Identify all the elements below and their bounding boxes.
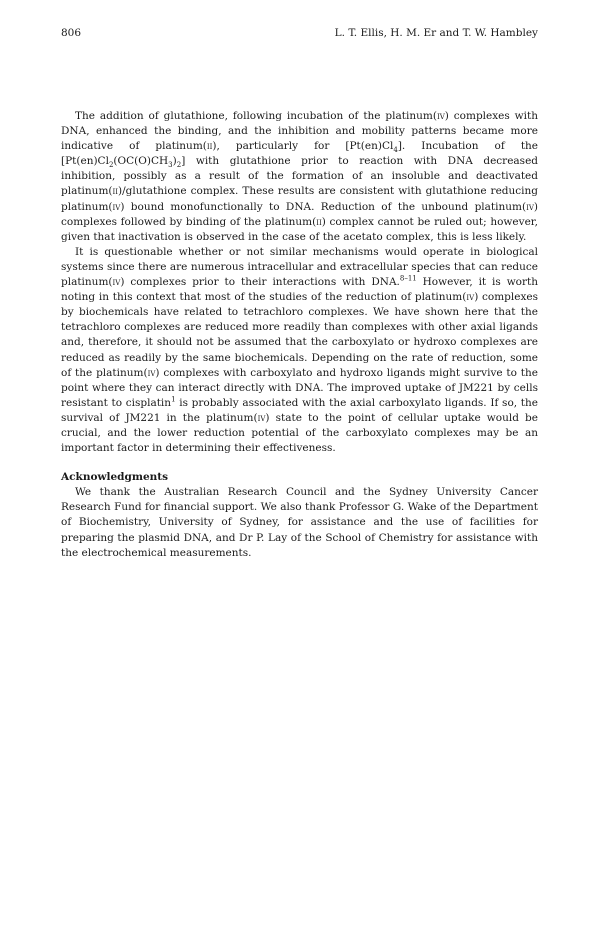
text-run: ) state to the point of cellular uptake would be crucial, and the lower reduction potential of the carboxylato complexes may be an important factor in determining their effectiveness. bbox=[61, 411, 538, 455]
paragraph-biological-mechanisms bbox=[61, 245, 538, 456]
running-authors: L. T. Ellis, H. M. Er and T. W. Hambley bbox=[334, 27, 538, 39]
oxidation-state: iv bbox=[147, 367, 156, 379]
reference-citation: 8–11 bbox=[399, 274, 417, 283]
text-run: (OC(O)CH bbox=[113, 155, 169, 168]
text-run: It is questionable whether or not similar mechanisms would operate in biological systems since there are numerous intracellular and extracellular species that can reduce platinum( bbox=[61, 245, 538, 289]
text-run: ) complexes with carboxylato and hydroxo ligands might survive to the point where they can interact directly with DNA. The improved uptake of JM221 by cells resistant to cisplatin bbox=[61, 366, 538, 409]
text-run: However, it is worth noting in this context that most of the studies of the reduction of platinum( bbox=[61, 276, 539, 304]
text-run: ) complexes with DNA, enhanced the binding, and the inhibition and mobility patterns became more indicative of platinum( bbox=[61, 110, 539, 153]
text-run: ) complex cannot be ruled out; however, given that inactivation is observed in the case of the acetato complex, this is less likely. bbox=[61, 215, 538, 243]
oxidation-state: ii bbox=[112, 186, 119, 198]
text-run: is probably associated with the axial carboxylato ligands. If so, the survival of JM221 in the platinum( bbox=[61, 396, 538, 424]
oxidation-state: ii bbox=[316, 216, 322, 228]
subscript: 4 bbox=[393, 146, 398, 155]
text-run: ), particularly for [Pt(en)Cl bbox=[212, 140, 394, 153]
subscript: 3 bbox=[168, 161, 173, 170]
oxidation-state: iv bbox=[526, 201, 534, 213]
text-run: )/glutathione complex. These results are consistent with glutathione reducing platinum( bbox=[61, 185, 538, 213]
paragraph-glutathione bbox=[61, 109, 538, 245]
text-run: ) complexes followed by binding of the platinum( bbox=[61, 200, 538, 228]
text-run: ) complexes prior to their interactions with DNA. bbox=[120, 276, 400, 289]
subscript: 2 bbox=[108, 161, 114, 170]
text-run: ]. Incubation of the [Pt(en)Cl bbox=[61, 140, 539, 168]
oxidation-state: iv bbox=[112, 277, 121, 289]
text-run: ) bbox=[172, 155, 177, 168]
acknowledgments-heading: Acknowledgments bbox=[61, 471, 169, 484]
text-run: ) complexes by biochemicals have related to tetrachloro complexes. We have shown here that the tetrachloro complexes are reduced more readily than complexes with other axial ligands and, therefore, it should not be assumed that the carboxylato or hydroxo complexes are reduced as readily by the same biochemicals. Depending on the rate of reduction, some of the platinum( bbox=[61, 291, 539, 379]
page-number: 806 bbox=[61, 27, 82, 39]
oxidation-state: iv bbox=[257, 412, 266, 424]
text-run: ) bound monofunctionally to DNA. Reduction of the unbound platinum( bbox=[120, 200, 527, 213]
oxidation-state: ii bbox=[206, 141, 213, 153]
oxidation-state: iv bbox=[112, 201, 121, 213]
subscript: 2 bbox=[176, 161, 182, 170]
reference-citation: 1 bbox=[171, 395, 176, 404]
text-run: The addition of glutathione, following incubation of the platinum( bbox=[75, 110, 437, 122]
article-body bbox=[61, 109, 538, 561]
oxidation-state: iv bbox=[436, 111, 445, 122]
text-run: ] with glutathione prior to reaction with DNA decreased inhibition, possibly as a result of the formation of an insoluble and deactivated platinum( bbox=[61, 155, 538, 198]
oxidation-state: iv bbox=[466, 292, 475, 304]
acknowledgments-paragraph: We thank the Australian Research Council and the Sydney University Cancer Research Fund for financial support. We also thank Professor G. Wake of the Department of Biochemistry, University of Sydney, for assistance and the use of facilities for preparing the plasmid DNA, and Dr P. Lay of the School of Chemistry for assistance with the electrochemical measurements. bbox=[61, 486, 538, 559]
